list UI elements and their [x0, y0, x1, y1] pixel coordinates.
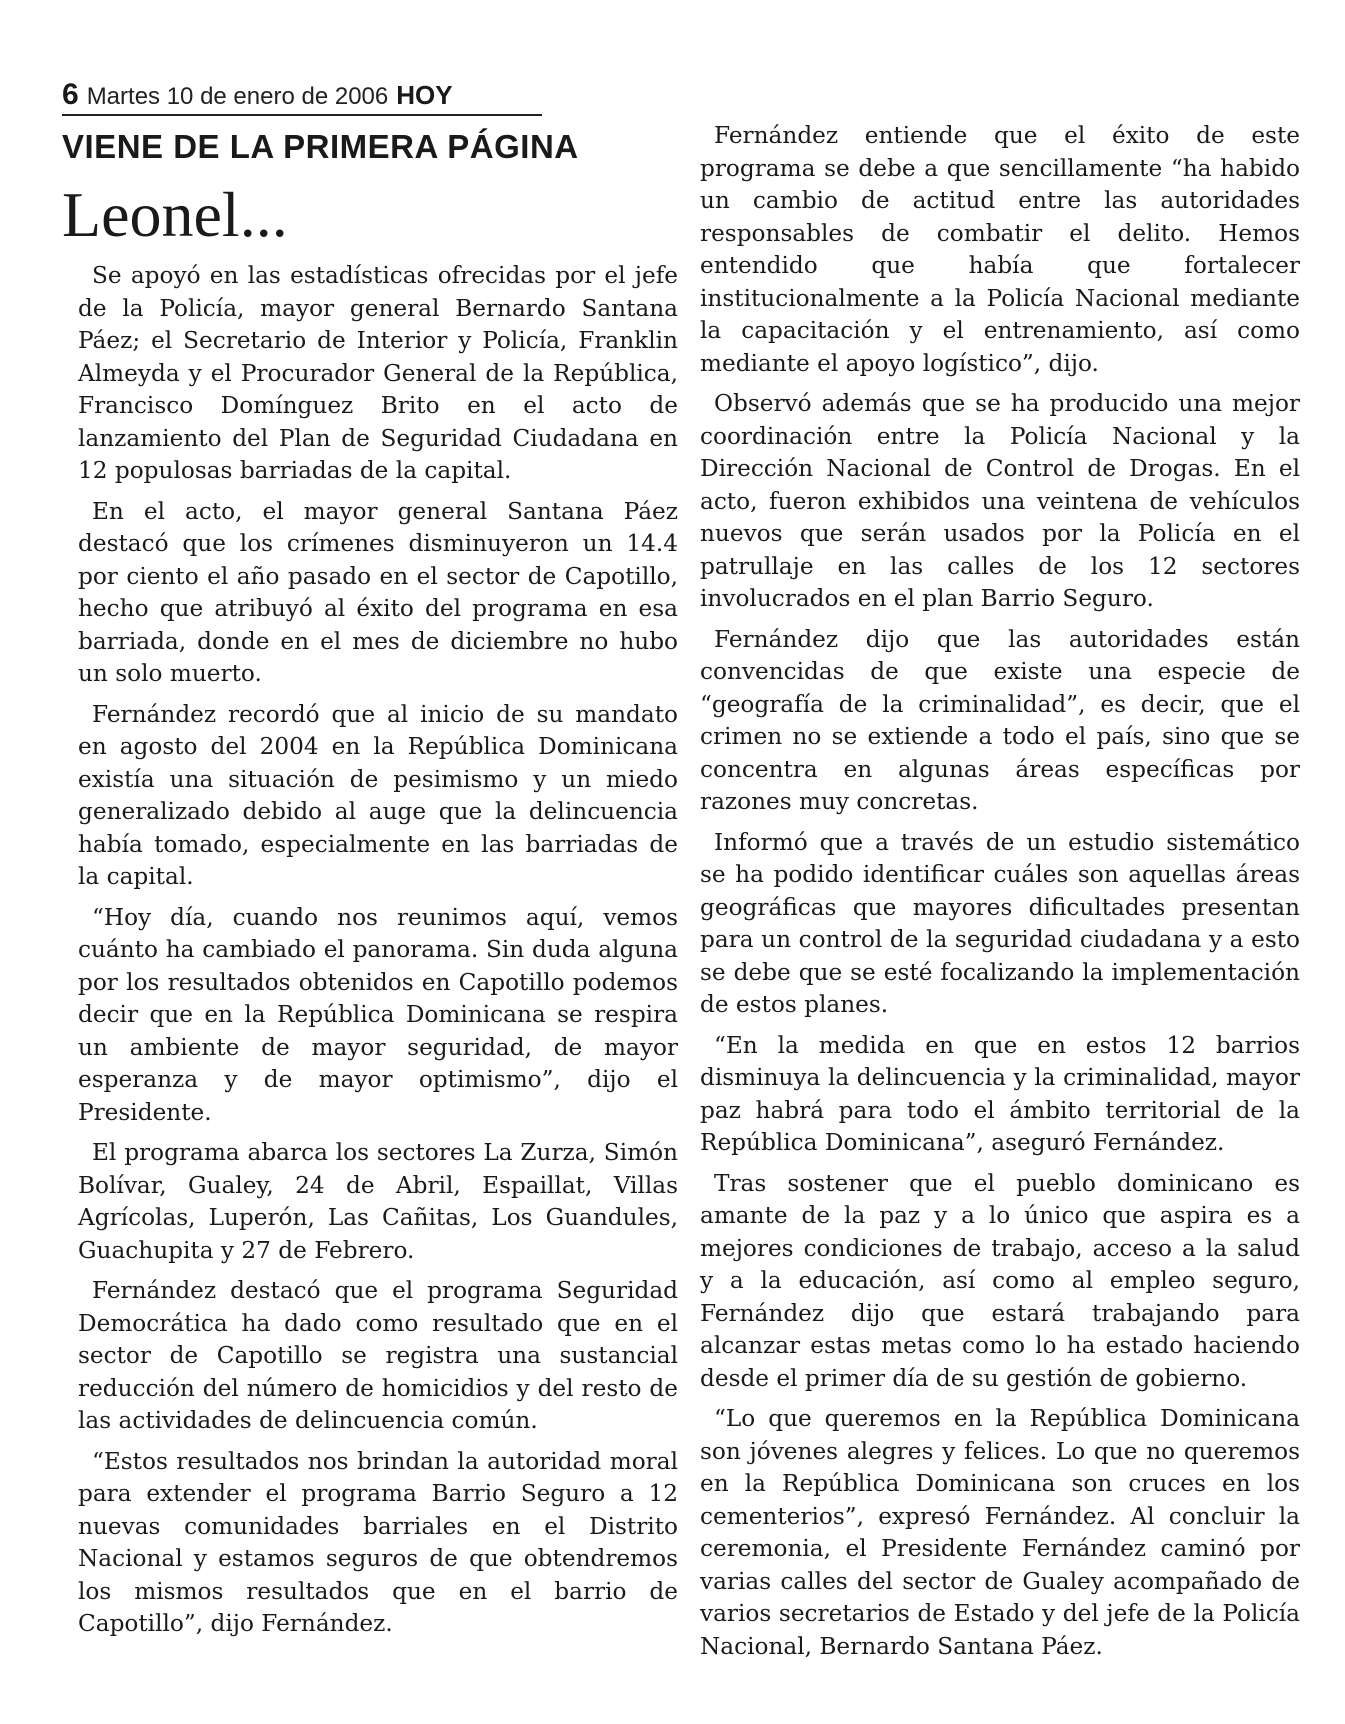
paragraph: Fernández recordó que al inicio de su mandato en agosto del 2004 en la República Dominicana existía una situación de pesimismo y un miedo generalizado debido al auge que la delincuencia había tomado, especialmente en las barriadas de la capital. [78, 700, 678, 890]
section-kicker: VIENE DE LA PRIMERA PÁGINA [62, 128, 579, 165]
paragraph: “Hoy día, cuando nos reunimos aquí, vemos cuánto ha cambiado el panorama. Sin duda alguna por los resultados obtenidos en Capotillo podemos decir que en la República Dominicana se respira un ambiente de mayor seguridad, de mayor esperanza y de mayor optimismo”, dijo el Presidente. [78, 903, 678, 1126]
paragraph: Fernández dijo que las autoridades están convencidas de que existe una especie de “geografía de la criminalidad”, es decir, que el crimen no se extiende a todo el país, sino que se concentra en algunas áreas específicas por razones muy concretas. [700, 625, 1300, 815]
newspaper-name: HOY [396, 80, 453, 110]
article-headline: Leonel... [62, 179, 288, 250]
paragraph: Informó que a través de un estudio sistemático se ha podido identificar cuáles son aquellas áreas geográficas que mayores dificultades presentan para un control de la seguridad ciudadana y a esto se debe que se esté focalizando la implementación de estos planes. [700, 828, 1300, 1018]
article-column-right [700, 120, 1300, 1671]
page-number: 6 [62, 78, 79, 111]
paragraph: “Estos resultados nos brindan la autoridad moral para extender el programa Barrio Seguro a 12 nuevas comunidades barriales en el Distrito Nacional y estamos seguros de que obtendremos los mismos resultados que en el barrio de Capotillo”, dijo Fernández. [78, 1447, 678, 1637]
paragraph: Se apoyó en las estadísticas ofrecidas por el jefe de la Policía, mayor general Bernardo Santana Páez; el Secretario de Interior y Policía, Franklin Almeyda y el Procurador General de la República, Francisco Domínguez Brito en el acto de lanzamiento del Plan de Seguridad Ciudadana en 12 populosas barriadas de la capital. [78, 262, 678, 484]
publication-date: Martes 10 de enero de 2006 [86, 83, 389, 110]
paragraph: Fernández destacó que el programa Seguridad Democrática ha dado como resultado que en el sector de Capotillo se registra una sustancial reducción del número de homicidios y del resto de las actividades de delincuencia común. [78, 1277, 678, 1434]
paragraph: Observó además que se ha producido una mejor coordinación entre la Policía Nacional y la Dirección Nacional de Control de Drogas. En el acto, fueron exhibidos una veintena de vehículos nuevos que serán usados por la Policía en el patrullaje en las calles de los 12 sectores involucrados en el plan Barrio Seguro. [700, 390, 1300, 612]
paragraph: Tras sostener que el pueblo dominicano es amante de la paz y a lo único que aspira es a mejores condiciones de trabajo, acceso a la salud y a la educación, así como al empleo seguro, Fernández dijo que estará trabajando para alcanzar estas metas como lo ha estado haciendo desde el primer día de su gestión de gobierno. [700, 1169, 1300, 1392]
paragraph: Fernández entiende que el éxito de este programa se debe a que sencillamente “ha habido un cambio de actitud entre las autoridades responsables de combatir el delito. Hemos entendido que había que fortalecer institucionalmente a la Policía Nacional mediante la capacitación y el entrenamiento, así como mediante el apoyo logístico”, dijo. [700, 122, 1300, 377]
page-header [62, 80, 542, 116]
paragraph: “Lo que queremos en la República Dominicana son jóvenes alegres y felices. Lo que no queremos en la República Dominicana son cruces en los cementerios”, expresó Fernández. Al concluir la ceremonia, el Presidente Fernández caminó por varias calles del sector de Gualey acompañado de varios secretarios de Estado y del jefe de la Policía Nacional, Bernardo Santana Páez. [700, 1405, 1300, 1660]
paragraph: En el acto, el mayor general Santana Páez destacó que los crímenes disminuyeron un 14.4 por ciento el año pasado en el sector de Capotillo, hecho que atribuyó al éxito del programa en esa barriada, donde en el mes de diciembre no hubo un solo muerto. [78, 497, 678, 687]
paragraph: El programa abarca los sectores La Zurza, Simón Bolívar, Gualey, 24 de Abril, Espaillat, Villas Agrícolas, Luperón, Las Cañitas, Los Guandules, Guachupita y 27 de Febrero. [78, 1139, 678, 1264]
paragraph: “En la medida en que en estos 12 barrios disminuya la delincuencia y la criminalidad, mayor paz habrá para todo el ámbito territorial de la República Dominicana”, aseguró Fernández. [700, 1031, 1300, 1156]
article-column-left [78, 260, 678, 1649]
